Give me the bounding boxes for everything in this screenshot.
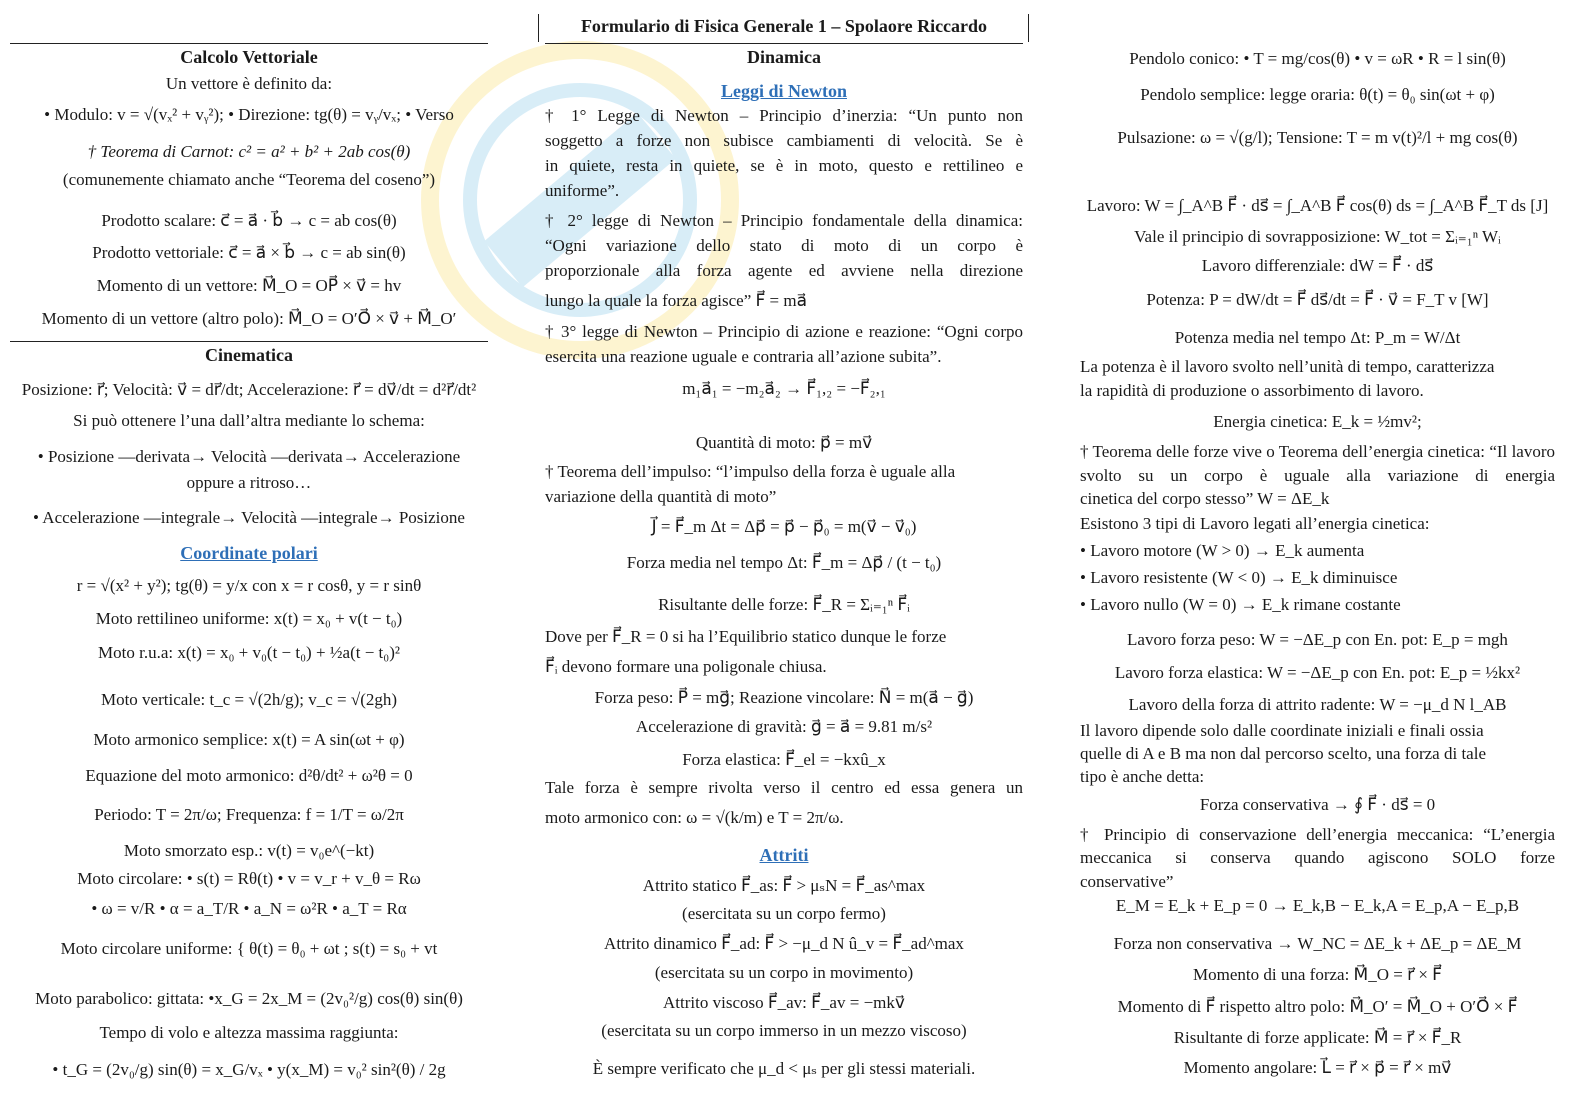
scheme-line: • Accelerazione —integrale→ Velocità —integrale→ Posizione (33, 508, 465, 527)
column-dinamica (545, 0, 1023, 1116)
text-line: Esistono 3 tipi di Lavoro legati all’energia cinetica: (1080, 514, 1430, 533)
formula-line: Energia cinetica: E_k = ½mv²; (1213, 412, 1422, 431)
text-line: svolto su un corpo è uguale alla variazione di energia (1080, 466, 1555, 485)
formula-line: m₁a⃗₁ = −m₂a⃗₂ → F⃗₁,₂ = −F⃗₂,₁ (682, 379, 886, 398)
text-line: tipo è anche detta: (1080, 767, 1205, 786)
formula-line: Momento angolare: L⃗ = r⃗ × p⃗ = r⃗ × mv⃗ (1183, 1058, 1452, 1077)
formula-line: Forza conservativa → ∮ F⃗ · ds⃗ = 0 (1199, 795, 1436, 814)
list-item: • Lavoro resistente (W < 0) → E_k diminuisce (1080, 568, 1398, 587)
formula-line: Lavoro forza peso: W = −ΔE_p con En. pot: E_p = mgh (1127, 630, 1508, 649)
formula-line: Quantità di moto: p⃗ = mv⃗ (695, 433, 873, 452)
formula-line: Forza peso: P⃗ = mg⃗; Reazione vincolare: N⃗ = m(a⃗ − g⃗) (594, 688, 974, 707)
scheme-line: • Posizione —derivata→ Velocità —derivata→ Accelerazione (37, 447, 461, 466)
text-line: È sempre verificato che μ_d < μₛ per gli stessi materiali. (592, 1059, 976, 1078)
formula-line: Vale il principio di sovrapposizione: W_tot = Σᵢ₌₁ⁿ Wᵢ (1134, 227, 1501, 246)
text-line: la rapidità di produzione o assorbimento di lavoro. (1080, 381, 1424, 400)
text-line: “Ogni variazione dello stato di moto di un corpo è (545, 236, 1023, 255)
formula-line: Risultante delle forze: F⃗_R = Σᵢ₌₁ⁿ F⃗ᵢ (658, 595, 910, 614)
formula-line: Risultante di forze applicate: M⃗ = r⃗ × F⃗_R (1173, 1028, 1462, 1047)
formula-line: Potenza: P = dW/dt = F⃗ ds⃗/dt = F⃗ · v⃗ = F_T v [W] (1146, 290, 1489, 309)
formula-line: Moto circolare: • s(t) = Rθ(t) • v = v_r + v_θ = Rω (77, 869, 421, 888)
heading-cinematica: Cinematica (205, 345, 293, 365)
theorem-line: † Teorema di Carnot: c² = a² + b² + 2ab cos(θ) (87, 142, 411, 161)
formula-line: Pendolo semplice: legge oraria: θ(t) = θ₀ sin(ωt + φ) (1140, 85, 1495, 104)
formula-line: • ω = v/R • α = a_T/R • a_N = ω²R • a_T = Rα (91, 899, 407, 918)
text-line: soggetto a forze non subisce cambiamenti di velocità. Se è (545, 131, 1023, 150)
formula-line: Moto verticale: t_c = √(2h/g); v_c = √(2gh) (100, 690, 398, 709)
subheading-attriti: Attriti (759, 845, 809, 865)
text-line: † 3° legge di Newton – Principio di azione e reazione: “Ogni corpo (545, 322, 1023, 341)
formula-line: Prodotto vettoriale: c⃗ = a⃗ × b⃗ → c = ab sin(θ) (92, 243, 406, 262)
formula-line: r = √(x² + y²); tg(θ) = y/x con x = r cosθ, y = r sinθ (76, 576, 422, 595)
heading-dinamica: Dinamica (747, 47, 821, 67)
text-line: Si può ottenere l’una dall’altra mediante lo schema: (73, 411, 425, 430)
text-line: (comunemente chiamato anche “Teorema del coseno”) (62, 170, 436, 189)
text-line: † Teorema dell’impulso: “l’impulso della forza è uguale alla (545, 462, 956, 481)
formula-line: Potenza media nel tempo Δt: P_m = W/Δt (1174, 328, 1461, 347)
text-line: † Principio di conservazione dell’energia meccanica: “L’energia (1080, 825, 1555, 844)
list-item: • Lavoro motore (W > 0) → E_k aumenta (1080, 541, 1365, 560)
text-line: meccanica si conserva quando agiscono SOLO forze (1080, 848, 1555, 867)
formula-line: Attrito dinamico F⃗_ad: F⃗ > −μ_d N û_v = F⃗_ad^max (604, 934, 964, 953)
formula-line: E_M = E_k + E_p = 0 → E_k,B − E_k,A = E_p,A − E_p,B (1115, 896, 1520, 915)
text-line: quelle di A e B ma non dal percorso scelto, una forza di tale (1080, 744, 1486, 763)
formula-line: Periodo: T = 2π/ω; Frequenza: f = 1/T = ω/2π (94, 805, 404, 824)
text-line: esercita una reazione uguale e contraria all’azione subita”. (545, 347, 942, 366)
text-line: Tale forza è sempre rivolta verso il centro ed essa genera un (545, 778, 1023, 797)
formula-line: Moto smorzato esp.: v(t) = v₀e^(−kt) (123, 841, 375, 860)
text-line: oppure a ritroso… (186, 473, 312, 492)
formula-line: Attrito statico F⃗_as: F⃗ > μₛN = F⃗_as^max (642, 876, 926, 895)
text-line: Il lavoro dipende solo dalle coordinate iniziali e finali ossia (1080, 721, 1484, 740)
formula-line: Attrito viscoso F⃗_av: F⃗_av = −mkv⃗ (663, 993, 905, 1012)
page-title: Formulario di Fisica Generale 1 – Spolaore Riccardo (580, 16, 988, 36)
text-line: † 2° legge di Newton – Principio fondamentale della dinamica: (545, 211, 1023, 230)
heading-calcolo-vettoriale: Calcolo Vettoriale (180, 47, 318, 67)
formula-line: Pendolo conico: • T = mg/cos(θ) • v = ωR • R = l sin(θ) (1129, 49, 1506, 68)
text-line: variazione della quantità di moto” (545, 487, 777, 506)
formula-line: Moto parabolico: gittata: •x_G = 2x_M = (2v₀²/g) cos(θ) sin(θ) (35, 989, 463, 1008)
formula-line: Momento di un vettore: M⃗_O = OP⃗ × v⃗ = hv (96, 276, 402, 295)
text-line: conservative” (1080, 872, 1174, 891)
formula-line: J⃗ = F⃗_m Δt = Δp⃗ = p⃗ − p⃗₀ = m(v⃗ − v⃗₀) (651, 517, 917, 536)
formula-line: Accelerazione di gravità: g⃗ = a⃗ = 9.81 m/s² (635, 717, 933, 736)
formula-line: Forza non conservativa → W_NC = ΔE_k + ΔE_p = ΔE_M (1113, 934, 1522, 953)
subheading-coordinate-polari: Coordinate polari (180, 543, 318, 563)
text-line: lungo la quale la forza agisce” F⃗ = ma⃗ (545, 291, 808, 310)
formula-line: Equazione del moto armonico: d²θ/dt² + ω²θ = 0 (85, 766, 413, 785)
text-line: † Teorema delle forze vive o Teorema dell’energia cinetica: “Il lavoro (1080, 442, 1555, 461)
formula-line: Moto armonico semplice: x(t) = A sin(ωt + φ) (93, 730, 405, 749)
text-line: Un vettore è definito da: (165, 74, 333, 93)
text-line: (esercitata su un corpo in movimento) (654, 963, 914, 982)
formula-line: Pulsazione: ω = √(g/l); Tensione: T = m v(t)²/l + mg cos(θ) (1117, 128, 1518, 147)
formula-line: Lavoro: W = ∫_A^B F⃗ · ds⃗ = ∫_A^B F⃗ cos(θ) ds = ∫_A^B F⃗_T ds [J] (1086, 196, 1549, 215)
text-line: La potenza è il lavoro svolto nell’unità di tempo, caratterizza (1080, 357, 1495, 376)
text-line: F⃗ᵢ devono formare una poligonale chiusa. (545, 657, 827, 676)
text-line: moto armonico con: ω = √(k/m) e T = 2π/ω. (545, 808, 844, 827)
formula-line: • t_G = (2v₀/g) sin(θ) = x_G/vₓ • y(x_M) = v₀² sin²(θ) / 2g (52, 1060, 446, 1079)
text-line: (esercitata su un corpo fermo) (682, 904, 886, 923)
formula-line: Momento di una forza: M⃗_O = r⃗ × F⃗ (1193, 965, 1442, 984)
formula-line: Moto circolare uniforme: { θ(t) = θ₀ + ωt ; s(t) = s₀ + vt (60, 939, 438, 958)
formula-line: Lavoro differenziale: dW = F⃗ · ds⃗ (1201, 256, 1434, 275)
text-line: (esercitata su un corpo immerso in un mezzo viscoso) (601, 1021, 967, 1040)
header-left-bar (538, 14, 539, 42)
formula-line: Momento di F⃗ rispetto altro polo: M⃗_O′ = M⃗_O + O′O⃗ × F⃗ (1117, 997, 1518, 1016)
text-line: cinetica del corpo stesso” W = ΔE_k (1080, 489, 1330, 508)
formula-line: Posizione: r⃗; Velocità: v⃗ = dr⃗/dt; Accelerazione: r⃗ = dv⃗/dt = d²r⃗/dt² (21, 380, 477, 399)
text-line: proporzionale alla forza agente ed avviene nella direzione (545, 261, 1023, 280)
text-line: uniforme”. (545, 181, 620, 200)
rule-cinematica (10, 341, 488, 342)
text-line: Dove per F⃗_R = 0 si ha l’Equilibrio statico dunque le forze (545, 627, 947, 646)
text-line: Tempo di volo e altezza massima raggiunta: (99, 1023, 399, 1042)
text-line: in quiete, resta in quiete, se è in moto, questo e rettilineo e (545, 156, 1023, 175)
formula-line: Lavoro forza elastica: W = −ΔE_p con En. pot: E_p = ½kx² (1114, 663, 1521, 682)
formula-line: Forza elastica: F⃗_el = −kxû_x (682, 750, 886, 769)
subheading-leggi-newton: Leggi di Newton (721, 81, 847, 101)
formula-line: Prodotto scalare: c⃗ = a⃗ · b⃗ → c = ab cos(θ) (101, 211, 397, 230)
column-lavoro-energia (1080, 0, 1555, 1116)
header-right-bar (1028, 14, 1029, 42)
formula-line: Forza media nel tempo Δt: F⃗_m = Δp⃗ / (t − t₀) (626, 553, 942, 572)
formula-line: • Modulo: v = √(vₓ² + vᵧ²); • Direzione: tg(θ) = vᵧ/vₓ; • Verso (44, 105, 454, 124)
formula-line: Momento di un vettore (altro polo): M⃗_O = O′O⃗ × v⃗ + M⃗_O′ (41, 309, 457, 328)
formula-line: Lavoro della forza di attrito radente: W = −μ_d N l_AB (1128, 695, 1507, 714)
rule-calcolo (10, 43, 488, 44)
formula-line: Moto rettilineo uniforme: x(t) = x₀ + v(t − t₀) (95, 609, 403, 628)
column-calcolo-cinematica (10, 0, 488, 1116)
formula-line: Moto r.u.a: x(t) = x₀ + v₀(t − t₀) + ½a(t − t₀)² (98, 643, 400, 662)
list-item: • Lavoro nullo (W = 0) → E_k rimane costante (1080, 595, 1401, 614)
text-line: † 1° Legge di Newton – Principio d’inerzia: “Un punto non (545, 106, 1023, 125)
